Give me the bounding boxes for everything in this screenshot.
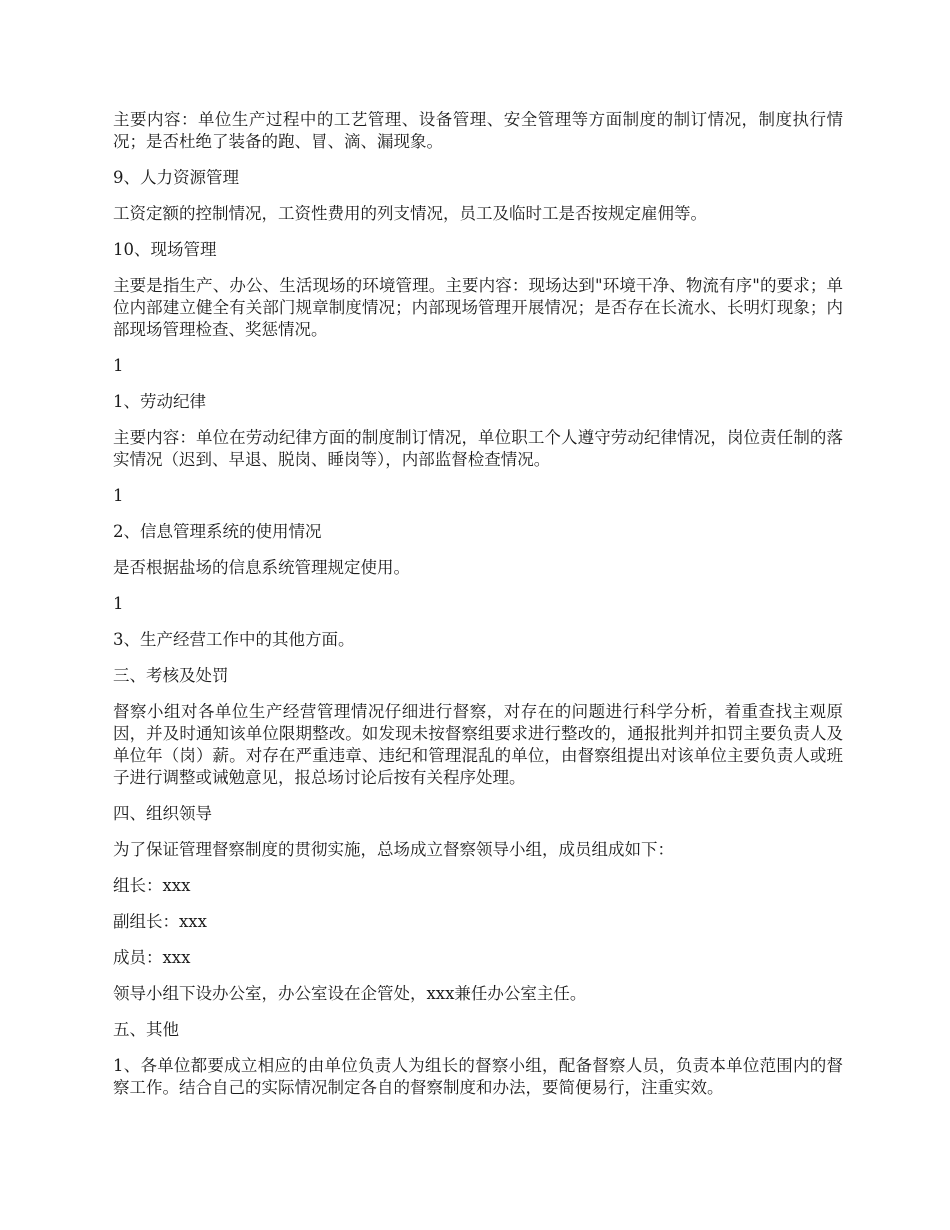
heading-others: 五、其他 xyxy=(113,1020,179,1039)
document-body xyxy=(113,109,843,1113)
heading-organization-leadership: 四、组织领导 xyxy=(113,804,212,823)
heading-labor-discipline: 1、劳动纪律 xyxy=(113,392,206,411)
paragraph-process-management-content: 主要内容：单位生产过程中的工艺管理、设备管理、安全管理等方面制度的制订情况，制度执行情况；是否杜绝了装备的跑、冒、滴、漏现象。 xyxy=(113,110,843,151)
paragraph-others-content: 1、各单位都要成立相应的由单位负责人为组长的督察小组，配备督察人员，负责本单位范围内的督察工作。结合自己的实际情况制定各自的督察制度和办法，要简便易行，注重实效。 xyxy=(113,1056,843,1097)
heading-other-aspects: 3、生产经营工作中的其他方面。 xyxy=(113,630,355,649)
heading-assessment-penalty: 三、考核及处罚 xyxy=(113,666,229,685)
heading-hr-management: 9、人力资源管理 xyxy=(113,168,239,187)
paragraph-members: 成员：xxx xyxy=(113,948,191,967)
paragraph-group-leader: 组长：xxx xyxy=(113,876,191,895)
paragraph-deputy-leader: 副组长：xxx xyxy=(113,912,207,931)
stray-number: 1 xyxy=(113,594,124,613)
paragraph-hr-content: 工资定额的控制情况，工资性费用的列支情况，员工及临时工是否按规定雇佣等。 xyxy=(113,204,707,223)
stray-number: 1 xyxy=(113,356,124,375)
heading-info-system: 2、信息管理系统的使用情况 xyxy=(113,522,322,541)
paragraph-assessment-content: 督察小组对各单位生产经营管理情况仔细进行督察，对存在的问题进行科学分析，着重查找主观原因，并及时通知该单位限期整改。如发现未按督察组要求进行整改的，通报批判并扣罚主要负责人及单位年（岗）薪。对存在严重违章、违纪和管理混乱的单位，由督察组提出对该单位主要负责人或班子进行调整或诫勉意见，报总场讨论后按有关程序处理。 xyxy=(113,702,843,787)
paragraph-leadership-intro: 为了保证管理督察制度的贯彻实施，总场成立督察领导小组，成员组成如下： xyxy=(113,840,674,859)
heading-site-management: 10、现场管理 xyxy=(113,240,217,259)
paragraph-info-system-content: 是否根据盐场的信息系统管理规定使用。 xyxy=(113,558,410,577)
paragraph-office: 领导小组下设办公室，办公室设在企管处，xxx兼任办公室主任。 xyxy=(113,984,587,1003)
paragraph-site-content: 主要是指生产、办公、生活现场的环境管理。主要内容：现场达到"环境干净、物流有序"的要求；单位内部建立健全有关部门规章制度情况；内部现场管理开展情况；是否存在长流水、长明灯现象；内部现场管理检查、奖惩情况。 xyxy=(113,276,843,339)
paragraph-labor-content: 主要内容：单位在劳动纪律方面的制度制订情况，单位职工个人遵守劳动纪律情况，岗位责任制的落实情况（迟到、早退、脱岗、睡岗等），内部监督检查情况。 xyxy=(113,428,843,469)
stray-number: 1 xyxy=(113,486,124,505)
